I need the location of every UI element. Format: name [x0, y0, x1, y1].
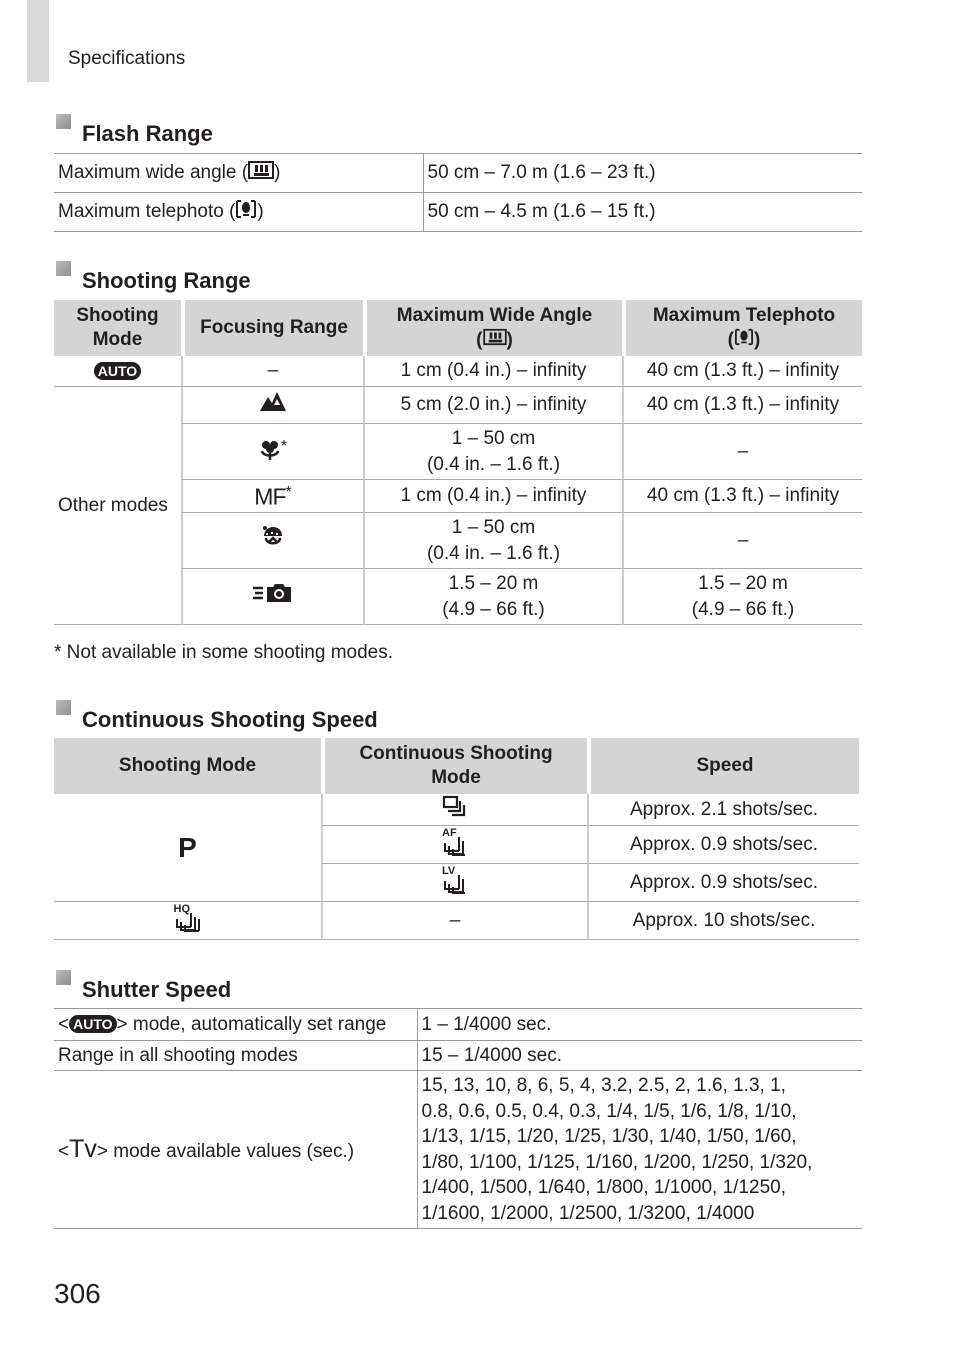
flash-range-table	[54, 153, 862, 232]
col-header-max-wide	[363, 300, 622, 356]
wide-angle-icon	[248, 160, 274, 186]
label-text: <	[58, 1141, 70, 1162]
program-mode-cell: P	[54, 794, 321, 902]
cont-mode-cell: –	[321, 902, 587, 940]
cell-line: 1 – 50 cm	[451, 427, 536, 449]
row-label	[54, 1071, 417, 1229]
underwater-macro-icon	[260, 524, 286, 558]
lv-continuous-icon	[441, 865, 469, 895]
af-continuous-icon	[441, 827, 469, 857]
table-row	[54, 193, 862, 232]
header-text: (	[727, 329, 734, 351]
tele-cell: 40 cm (1.3 ft.) – infinity	[622, 387, 862, 424]
header-text: )	[506, 329, 513, 351]
label-text: > mode, automatically set range	[116, 1013, 387, 1035]
auto-mode-icon: AUTO	[69, 1015, 116, 1033]
wide-cell	[363, 569, 622, 625]
auto-mode-icon: AUTO	[94, 362, 141, 380]
hq-burst-icon	[173, 903, 203, 933]
header-text: Mode	[92, 329, 143, 350]
row-label	[54, 154, 423, 193]
shutter-speed-table	[54, 1008, 862, 1229]
focus-cell: –	[181, 356, 363, 387]
focus-cell	[181, 424, 363, 480]
table-row	[54, 1009, 862, 1041]
hq-mode-cell	[54, 902, 321, 940]
value-line: 0.8, 0.6, 0.5, 0.4, 0.3, 1/4, 1/5, 1/6, 1/8, 1/10,	[421, 1100, 797, 1122]
section-heading	[54, 261, 862, 295]
wide-cell: 5 cm (2.0 in.) – infinity	[363, 387, 622, 424]
wide-cell: 1 cm (0.4 in.) – infinity	[363, 480, 622, 513]
header-text: Mode	[431, 767, 481, 788]
wide-cell: 1 cm (0.4 in.) – infinity	[363, 356, 622, 387]
continuous-speed-table	[54, 738, 859, 940]
cell-line: 1 – 50 cm	[451, 516, 536, 538]
speed-cell: Approx. 2.1 shots/sec.	[587, 794, 859, 826]
manual-focus-icon: MF	[254, 483, 286, 510]
col-header-focusing-range: Focusing Range	[181, 300, 363, 356]
telephoto-icon	[235, 199, 257, 225]
row-label	[54, 1009, 417, 1041]
asterisk-mark: *	[285, 484, 292, 501]
section-heading	[54, 700, 859, 734]
icon-label: HQ	[173, 903, 190, 916]
side-tab-bar	[27, 0, 49, 82]
wide-cell	[363, 513, 622, 569]
label-text: > mode available values (sec.)	[96, 1141, 355, 1162]
page-number: 306	[54, 1278, 101, 1309]
wide-angle-icon	[483, 328, 507, 353]
table-row	[54, 794, 859, 826]
focus-cell	[181, 387, 363, 424]
section-heading	[54, 970, 862, 1004]
value-line: 1/80, 1/100, 1/125, 1/160, 1/200, 1/250, 1/320,	[421, 1151, 813, 1173]
tele-cell: –	[622, 513, 862, 569]
icon-label: AF	[442, 827, 457, 840]
speed-cell: Approx. 0.9 shots/sec.	[587, 826, 859, 864]
row-value	[417, 1071, 862, 1229]
flash-range-title: Flash Range	[82, 121, 213, 146]
table-header-row	[54, 738, 859, 794]
continuous-shooting-icon	[442, 795, 468, 825]
row-label	[54, 193, 423, 232]
cell-line: (0.4 in. – 1.6 ft.)	[426, 542, 561, 564]
table-row	[54, 356, 862, 387]
cell-line: 1.5 – 20 m	[448, 572, 539, 594]
cell-line: 1.5 – 20 m	[698, 572, 788, 594]
running-head: Specifications	[68, 48, 186, 69]
speed-cell: Approx. 10 shots/sec.	[587, 902, 859, 940]
tele-cell: 40 cm (1.3 ft.) – infinity	[622, 480, 862, 513]
table-row	[54, 154, 862, 193]
value-line: 1/1600, 1/2000, 1/2500, 1/3200, 1/4000	[421, 1202, 755, 1224]
cell-line: (4.9 – 66 ft.)	[691, 598, 795, 620]
tv-mode-icon: Tv	[69, 1135, 97, 1163]
row-value: 15 – 1/4000 sec.	[417, 1041, 862, 1071]
table-row	[54, 1071, 862, 1229]
footnote: * Not available in some shooting modes.	[54, 642, 394, 663]
shooting-range-table	[54, 300, 862, 625]
header-text: Shooting	[76, 305, 159, 326]
speed-cell: Approx. 0.9 shots/sec.	[587, 864, 859, 902]
col-header-continuous-mode	[321, 738, 587, 794]
label-text: )	[274, 162, 281, 184]
cont-mode-cell	[321, 794, 587, 826]
value-line: 1/13, 1/15, 1/20, 1/25, 1/30, 1/40, 1/50, 1/60,	[421, 1126, 797, 1147]
auto-mode-cell	[54, 356, 181, 387]
square-bullet-icon	[56, 261, 71, 276]
wide-cell	[363, 424, 622, 480]
col-header-max-tele	[622, 300, 862, 356]
table-row	[54, 387, 862, 424]
tele-cell: –	[622, 424, 862, 480]
macro-icon	[259, 439, 281, 469]
label-text: Maximum wide angle (	[58, 162, 249, 184]
flash-range-section	[54, 114, 862, 232]
table-header-row	[54, 300, 862, 356]
label-text: )	[257, 201, 264, 223]
telephoto-icon	[734, 328, 754, 353]
row-value: 50 cm – 4.5 m (1.6 – 15 ft.)	[423, 193, 862, 232]
cell-line: (4.9 – 66 ft.)	[442, 598, 545, 620]
header-text: (	[476, 329, 483, 351]
row-label: Range in all shooting modes	[54, 1041, 417, 1071]
section-heading	[54, 114, 862, 148]
tele-cell: 40 cm (1.3 ft.) – infinity	[622, 356, 862, 387]
row-value: 1 – 1/4000 sec.	[417, 1009, 862, 1041]
landscape-icon	[259, 389, 287, 421]
square-bullet-icon	[56, 114, 71, 129]
header-text: Continuous Shooting	[359, 743, 553, 764]
focus-cell	[181, 513, 363, 569]
shutter-speed-section	[54, 970, 862, 1229]
continuous-speed-title: Continuous Shooting Speed	[82, 707, 378, 732]
shooting-range-title: Shooting Range	[82, 268, 251, 293]
value-line: 1/400, 1/500, 1/640, 1/800, 1/1000, 1/1250,	[421, 1177, 786, 1198]
col-header-shooting-mode	[54, 300, 181, 356]
cell-line: (0.4 in. – 1.6 ft.)	[426, 453, 561, 475]
icon-label: LV	[442, 865, 456, 878]
continuous-speed-section	[54, 700, 859, 940]
value-line: 15, 13, 10, 8, 6, 5, 4, 3.2, 2.5, 2, 1.6, 1.3, 1,	[421, 1075, 786, 1096]
table-row	[54, 1041, 862, 1071]
shooting-range-section	[54, 261, 862, 625]
col-header-speed: Speed	[587, 738, 859, 794]
label-text: <	[58, 1013, 70, 1035]
square-bullet-icon	[56, 970, 71, 985]
shutter-speed-title: Shutter Speed	[82, 977, 232, 1002]
fast-camera-icon	[251, 581, 295, 613]
other-modes-cell: Other modes	[54, 387, 181, 625]
label-text: Maximum telephoto (	[58, 201, 236, 223]
header-text: Maximum Telephoto	[652, 304, 836, 326]
header-text: Maximum Wide Angle	[396, 304, 593, 326]
focus-cell	[181, 480, 363, 513]
square-bullet-icon	[56, 700, 71, 715]
row-value: 50 cm – 7.0 m (1.6 – 23 ft.)	[423, 154, 862, 193]
tele-cell	[622, 569, 862, 625]
header-text: )	[754, 329, 761, 351]
focus-cell	[181, 569, 363, 625]
col-header-shooting-mode: Shooting Mode	[54, 738, 321, 794]
asterisk-mark: *	[280, 438, 288, 456]
cont-mode-cell	[321, 826, 587, 864]
table-row	[54, 902, 859, 940]
cont-mode-cell	[321, 864, 587, 902]
